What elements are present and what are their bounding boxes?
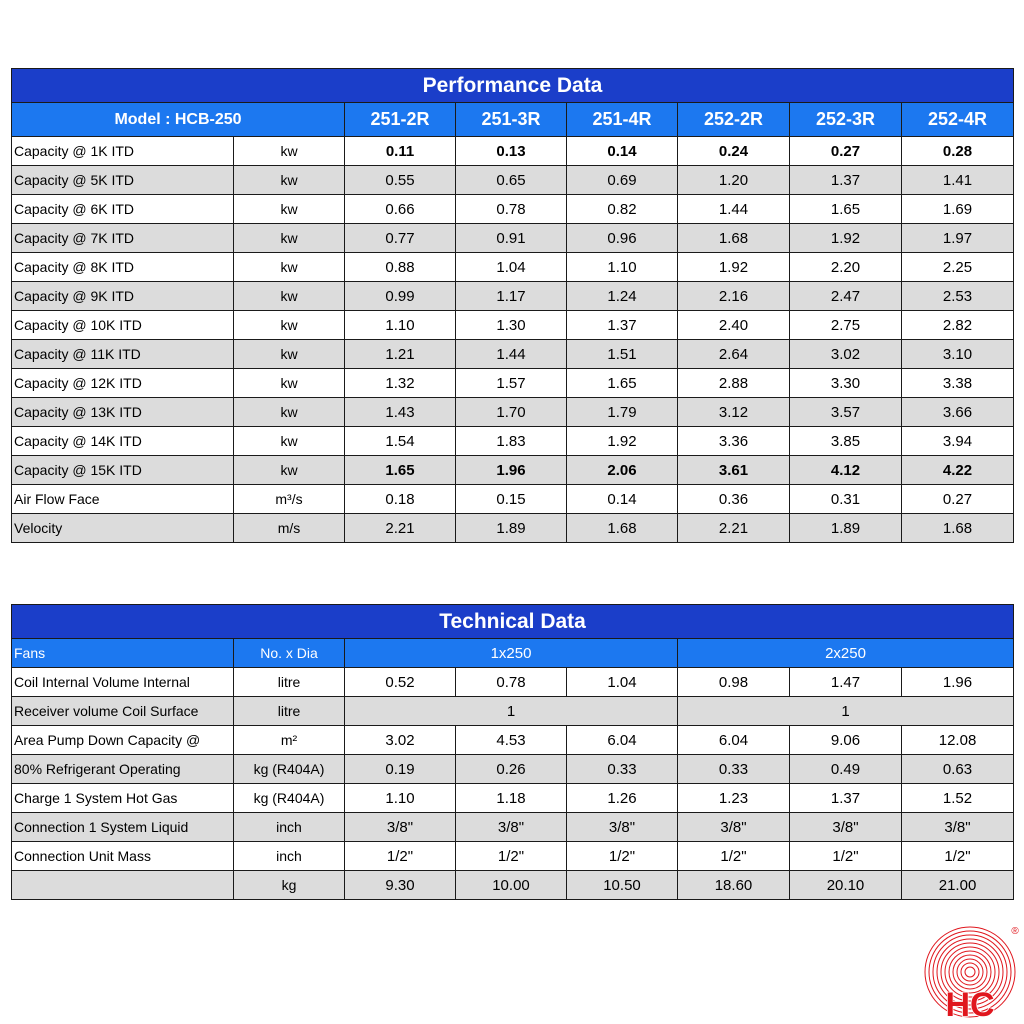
value-cell: 0.49 <box>790 755 902 784</box>
value-cell: 0.65 <box>456 166 567 195</box>
value-cell: 1.30 <box>456 311 567 340</box>
value-cell: 1.68 <box>902 514 1014 543</box>
value-cell: 4.22 <box>902 456 1014 485</box>
value-cell: 0.14 <box>567 137 678 166</box>
value-cell: 1.44 <box>678 195 790 224</box>
row-label: Capacity @ 8K ITD <box>12 253 234 282</box>
value-cell: 2.06 <box>567 456 678 485</box>
value-cell: 1.92 <box>678 253 790 282</box>
row-unit: m/s <box>234 514 345 543</box>
value-cell: 3.94 <box>902 427 1014 456</box>
value-cell: 0.78 <box>456 195 567 224</box>
row-label: Air Flow Face <box>12 485 234 514</box>
technical-row <box>12 784 1014 813</box>
value-cell: 0.14 <box>567 485 678 514</box>
performance-title-row <box>12 69 1014 103</box>
value-cell: 1.89 <box>790 514 902 543</box>
row-unit: kw <box>234 427 345 456</box>
value-cell: 3.02 <box>790 340 902 369</box>
value-cell: 2.88 <box>678 369 790 398</box>
value-cell: 3.61 <box>678 456 790 485</box>
value-cell: 1.41 <box>902 166 1014 195</box>
value-cell: 1.79 <box>567 398 678 427</box>
value-cell: 1.10 <box>345 784 456 813</box>
value-cell: 0.99 <box>345 282 456 311</box>
value-cell: 0.15 <box>456 485 567 514</box>
value-cell: 1.26 <box>567 784 678 813</box>
row-unit: kw <box>234 456 345 485</box>
value-cell: 0.98 <box>678 668 790 697</box>
value-cell: 1.47 <box>790 668 902 697</box>
value-cell: 2.21 <box>345 514 456 543</box>
value-cell: 3/8" <box>678 813 790 842</box>
value-cell: 1.37 <box>790 166 902 195</box>
value-cell: 1.54 <box>345 427 456 456</box>
value-cell: 10.50 <box>567 871 678 900</box>
value-cell: 9.06 <box>790 726 902 755</box>
value-group-1: 1 <box>345 697 678 726</box>
row-unit: kw <box>234 369 345 398</box>
value-cell: 0.96 <box>567 224 678 253</box>
value-cell: 0.24 <box>678 137 790 166</box>
column-header: 252-3R <box>790 103 902 137</box>
value-cell: 3/8" <box>456 813 567 842</box>
row-unit: kw <box>234 311 345 340</box>
row-label: Capacity @ 1K ITD <box>12 137 234 166</box>
value-cell: 3.02 <box>345 726 456 755</box>
value-cell: 0.31 <box>790 485 902 514</box>
technical-row <box>12 871 1014 900</box>
value-cell: 0.66 <box>345 195 456 224</box>
value-cell: 1/2" <box>456 842 567 871</box>
value-cell: 0.52 <box>345 668 456 697</box>
row-unit: kw <box>234 282 345 311</box>
value-cell: 0.63 <box>902 755 1014 784</box>
value-cell: 0.27 <box>790 137 902 166</box>
value-cell: 0.13 <box>456 137 567 166</box>
value-cell: 0.78 <box>456 668 567 697</box>
performance-row <box>12 282 1014 311</box>
technical-row <box>12 668 1014 697</box>
value-cell: 1.65 <box>567 369 678 398</box>
value-cell: 3.36 <box>678 427 790 456</box>
value-cell: 2.82 <box>902 311 1014 340</box>
row-label: Velocity <box>12 514 234 543</box>
value-cell: 3.85 <box>790 427 902 456</box>
technical-table <box>11 604 1014 900</box>
value-cell: 0.77 <box>345 224 456 253</box>
value-cell: 1.10 <box>345 311 456 340</box>
row-label: Capacity @ 15K ITD <box>12 456 234 485</box>
value-cell: 2.40 <box>678 311 790 340</box>
row-unit: inch <box>234 842 345 871</box>
value-cell: 18.60 <box>678 871 790 900</box>
row-label <box>12 871 234 900</box>
row-unit: kg <box>234 871 345 900</box>
value-cell: 1.32 <box>345 369 456 398</box>
value-cell: 3/8" <box>567 813 678 842</box>
value-cell: 0.33 <box>678 755 790 784</box>
technical-row <box>12 755 1014 784</box>
performance-row <box>12 311 1014 340</box>
row-unit: kg (R404A) <box>234 755 345 784</box>
row-label: Capacity @ 6K ITD <box>12 195 234 224</box>
technical-row <box>12 813 1014 842</box>
performance-row <box>12 514 1014 543</box>
value-cell: 0.19 <box>345 755 456 784</box>
row-unit: kw <box>234 340 345 369</box>
registered-mark: ® <box>1011 926 1019 937</box>
value-cell: 1.96 <box>456 456 567 485</box>
value-cell: 6.04 <box>678 726 790 755</box>
value-cell: 4.12 <box>790 456 902 485</box>
row-label: Capacity @ 5K ITD <box>12 166 234 195</box>
value-cell: 2.16 <box>678 282 790 311</box>
value-cell: 6.04 <box>567 726 678 755</box>
performance-row <box>12 369 1014 398</box>
row-unit: kw <box>234 253 345 282</box>
value-cell: 0.36 <box>678 485 790 514</box>
value-cell: 12.08 <box>902 726 1014 755</box>
row-label: Capacity @ 10K ITD <box>12 311 234 340</box>
row-label: Area Pump Down Capacity @ <box>12 726 234 755</box>
technical-row <box>12 697 1014 726</box>
technical-row <box>12 842 1014 871</box>
performance-row <box>12 340 1014 369</box>
value-cell: 0.26 <box>456 755 567 784</box>
value-cell: 3/8" <box>790 813 902 842</box>
value-cell: 1.57 <box>456 369 567 398</box>
fans-group-1: 1x250 <box>345 639 678 668</box>
value-cell: 0.27 <box>902 485 1014 514</box>
value-cell: 1.51 <box>567 340 678 369</box>
technical-title-row <box>12 605 1014 639</box>
performance-row <box>12 137 1014 166</box>
value-cell: 2.75 <box>790 311 902 340</box>
row-unit: m² <box>234 726 345 755</box>
value-cell: 1.43 <box>345 398 456 427</box>
value-cell: 1/2" <box>567 842 678 871</box>
fans-label: Fans <box>12 639 234 668</box>
value-cell: 2.47 <box>790 282 902 311</box>
value-cell: 10.00 <box>456 871 567 900</box>
row-label: Connection Unit Mass <box>12 842 234 871</box>
row-unit: kw <box>234 166 345 195</box>
value-cell: 0.55 <box>345 166 456 195</box>
value-cell: 1.18 <box>456 784 567 813</box>
row-label: Charge 1 System Hot Gas <box>12 784 234 813</box>
value-cell: 1.17 <box>456 282 567 311</box>
column-header: 252-4R <box>902 103 1014 137</box>
logo-text: HC <box>945 986 995 1022</box>
row-unit: kw <box>234 137 345 166</box>
value-cell: 2.64 <box>678 340 790 369</box>
value-cell: 0.28 <box>902 137 1014 166</box>
value-cell: 2.21 <box>678 514 790 543</box>
row-label: Capacity @ 13K ITD <box>12 398 234 427</box>
value-cell: 1.65 <box>345 456 456 485</box>
row-unit: kg (R404A) <box>234 784 345 813</box>
value-cell: 2.20 <box>790 253 902 282</box>
technical-table-body <box>12 605 1014 900</box>
value-cell: 0.69 <box>567 166 678 195</box>
performance-row <box>12 253 1014 282</box>
row-label: 80% Refrigerant Operating <box>12 755 234 784</box>
value-cell: 3.10 <box>902 340 1014 369</box>
value-group-2: 1 <box>678 697 1014 726</box>
fans-group-2: 2x250 <box>678 639 1014 668</box>
value-cell: 1.37 <box>567 311 678 340</box>
value-cell: 0.33 <box>567 755 678 784</box>
value-cell: 1.92 <box>790 224 902 253</box>
value-cell: 2.25 <box>902 253 1014 282</box>
performance-row <box>12 224 1014 253</box>
value-cell: 3.12 <box>678 398 790 427</box>
value-cell: 1/2" <box>902 842 1014 871</box>
row-unit: kw <box>234 224 345 253</box>
value-cell: 1.04 <box>567 668 678 697</box>
value-cell: 1.83 <box>456 427 567 456</box>
value-cell: 1/2" <box>345 842 456 871</box>
performance-row <box>12 427 1014 456</box>
value-cell: 1.10 <box>567 253 678 282</box>
row-label: Connection 1 System Liquid <box>12 813 234 842</box>
value-cell: 3.38 <box>902 369 1014 398</box>
row-label: Capacity @ 14K ITD <box>12 427 234 456</box>
row-unit: m³/s <box>234 485 345 514</box>
model-label: Model : HCB-250 <box>12 103 345 137</box>
performance-title: Performance Data <box>12 69 1014 103</box>
performance-row <box>12 166 1014 195</box>
value-cell: 1.65 <box>790 195 902 224</box>
value-cell: 3.30 <box>790 369 902 398</box>
value-cell: 20.10 <box>790 871 902 900</box>
row-label: Coil Internal Volume Internal <box>12 668 234 697</box>
technical-row <box>12 726 1014 755</box>
value-cell: 1.04 <box>456 253 567 282</box>
value-cell: 0.91 <box>456 224 567 253</box>
row-unit: kw <box>234 398 345 427</box>
value-cell: 1/2" <box>790 842 902 871</box>
value-cell: 0.82 <box>567 195 678 224</box>
value-cell: 4.53 <box>456 726 567 755</box>
row-label: Capacity @ 11K ITD <box>12 340 234 369</box>
value-cell: 3/8" <box>902 813 1014 842</box>
row-label: Receiver volume Coil Surface <box>12 697 234 726</box>
value-cell: 9.30 <box>345 871 456 900</box>
value-cell: 2.53 <box>902 282 1014 311</box>
value-cell: 1/2" <box>678 842 790 871</box>
row-unit: inch <box>234 813 345 842</box>
value-cell: 1.44 <box>456 340 567 369</box>
row-unit: litre <box>234 697 345 726</box>
value-cell: 1.24 <box>567 282 678 311</box>
value-cell: 1.70 <box>456 398 567 427</box>
row-unit: litre <box>234 668 345 697</box>
row-label: Capacity @ 12K ITD <box>12 369 234 398</box>
performance-table <box>11 68 1014 543</box>
value-cell: 1.23 <box>678 784 790 813</box>
value-cell: 1.21 <box>345 340 456 369</box>
value-cell: 21.00 <box>902 871 1014 900</box>
performance-row <box>12 398 1014 427</box>
value-cell: 3.66 <box>902 398 1014 427</box>
value-cell: 1.96 <box>902 668 1014 697</box>
value-cell: 0.11 <box>345 137 456 166</box>
column-header: 251-2R <box>345 103 456 137</box>
value-cell: 1.52 <box>902 784 1014 813</box>
value-cell: 1.92 <box>567 427 678 456</box>
column-header: 251-4R <box>567 103 678 137</box>
value-cell: 3.57 <box>790 398 902 427</box>
row-label: Capacity @ 9K ITD <box>12 282 234 311</box>
performance-header-row <box>12 103 1014 137</box>
performance-row <box>12 456 1014 485</box>
column-header: 252-2R <box>678 103 790 137</box>
value-cell: 1.20 <box>678 166 790 195</box>
performance-table-body <box>12 69 1014 543</box>
value-cell: 1.37 <box>790 784 902 813</box>
value-cell: 1.68 <box>567 514 678 543</box>
value-cell: 1.69 <box>902 195 1014 224</box>
fans-unit: No. x Dia <box>234 639 345 668</box>
row-unit: kw <box>234 195 345 224</box>
value-cell: 0.18 <box>345 485 456 514</box>
value-cell: 1.89 <box>456 514 567 543</box>
fans-row <box>12 639 1014 668</box>
value-cell: 1.97 <box>902 224 1014 253</box>
row-label: Capacity @ 7K ITD <box>12 224 234 253</box>
value-cell: 1.68 <box>678 224 790 253</box>
performance-row <box>12 195 1014 224</box>
performance-row <box>12 485 1014 514</box>
column-header: 251-3R <box>456 103 567 137</box>
value-cell: 0.88 <box>345 253 456 282</box>
value-cell: 3/8" <box>345 813 456 842</box>
hc-logo-icon <box>922 922 1022 1022</box>
technical-title: Technical Data <box>12 605 1014 639</box>
